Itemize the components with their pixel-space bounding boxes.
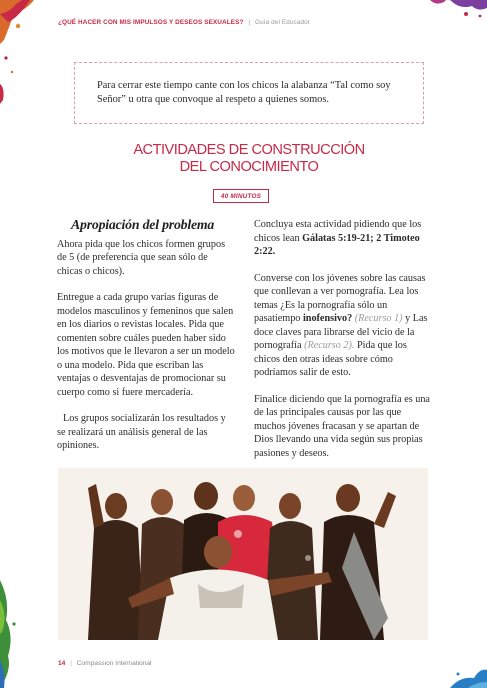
bible-reference: Gálatas 5:19-21; 2 Timoteo 2:22. bbox=[254, 232, 420, 257]
running-header-title: ¿QUÉ HACER CON MIS IMPULSOS Y DESEOS SEXUALES? bbox=[58, 19, 244, 26]
section-title-line-2: DEL CONOCIMIENTO bbox=[179, 159, 319, 175]
section-title bbox=[74, 142, 424, 176]
running-header bbox=[58, 19, 310, 26]
right-column bbox=[254, 218, 432, 473]
right-paragraph-1 bbox=[254, 218, 432, 259]
paint-splash-top-left bbox=[0, 0, 60, 110]
left-paragraph-2: Entregue a cada grupo varias figuras de modelos masculinos y femeninos que salen en los diarios o revistas locales. Pida que comenten sobre cuáles pueden haber sido los motivos que le llevaron a ser un modelo o una modelo. Pida que escriban las ventajas o desventajas de promocionar su cuerpo como si fuere mercadería. bbox=[57, 292, 235, 398]
duration-badge bbox=[213, 189, 269, 203]
right-paragraph-3: Finalice diciendo que la pornografía es una de las principales causas por las que muchos jóvenes fracasan y se apartan de Dios llevando una vida según sus propias pasiones y deseos. bbox=[254, 393, 430, 459]
paint-splash-bottom-left bbox=[0, 560, 40, 688]
right-p2-bold: inofensivo? bbox=[302, 313, 353, 324]
footer-organization: Compassion International bbox=[76, 660, 152, 667]
section-title-line-1: ACTIVIDADES DE CONSTRUCCIÓN bbox=[133, 142, 365, 158]
running-header-guide: Guía del Educador bbox=[255, 19, 311, 26]
right-p2-text-b: y Las doce claves para librarse del vicio de la pornografía bbox=[254, 313, 428, 351]
resource-1-ref: (Recurso 1) bbox=[354, 313, 403, 324]
page-number: 14 bbox=[58, 660, 66, 667]
left-paragraph-3: Los grupos socializarán los resultados y se realizará un análisis general de las opiniones. bbox=[57, 413, 226, 451]
group-photo-art bbox=[58, 468, 428, 640]
left-paragraph-1: Ahora pida que los chicos formen grupos de 5 (de preferencia que sean sólo de chicas o chicos). bbox=[57, 238, 226, 277]
duration-label: 40 MINUTOS bbox=[220, 192, 262, 200]
group-photo-illustration bbox=[58, 468, 428, 640]
right-p2-text-a: Converse con los jóvenes sobre las causas que conllevan a ver pornografía. Lea los temas ¿Es la pornografía sólo un pasatiempo bbox=[254, 272, 426, 324]
right-paragraph-2 bbox=[254, 272, 432, 380]
page-footer bbox=[58, 660, 152, 667]
left-column bbox=[57, 218, 235, 466]
resource-2-ref: (Recurso 2). bbox=[304, 340, 355, 351]
running-header-separator: | bbox=[248, 19, 251, 26]
right-p1-text: Concluya esta actividad pidiendo que los chicos lean bbox=[254, 219, 422, 244]
callout-text: Para cerrar este tiempo cante con los chicos la alabanza “Tal como soy Señor” u otra que convoque al respeto a quienes somos. bbox=[97, 80, 391, 105]
paint-splash-top-right bbox=[420, 0, 487, 20]
footer-separator: | bbox=[70, 660, 72, 667]
subheading: Apropiación del problema bbox=[71, 217, 215, 232]
paint-splash-bottom-right bbox=[420, 660, 487, 688]
song-callout-box bbox=[74, 62, 424, 124]
right-p2-text-c: Pida que los chicos den otras ideas sobre cómo podríamos salir de esto. bbox=[254, 340, 407, 378]
